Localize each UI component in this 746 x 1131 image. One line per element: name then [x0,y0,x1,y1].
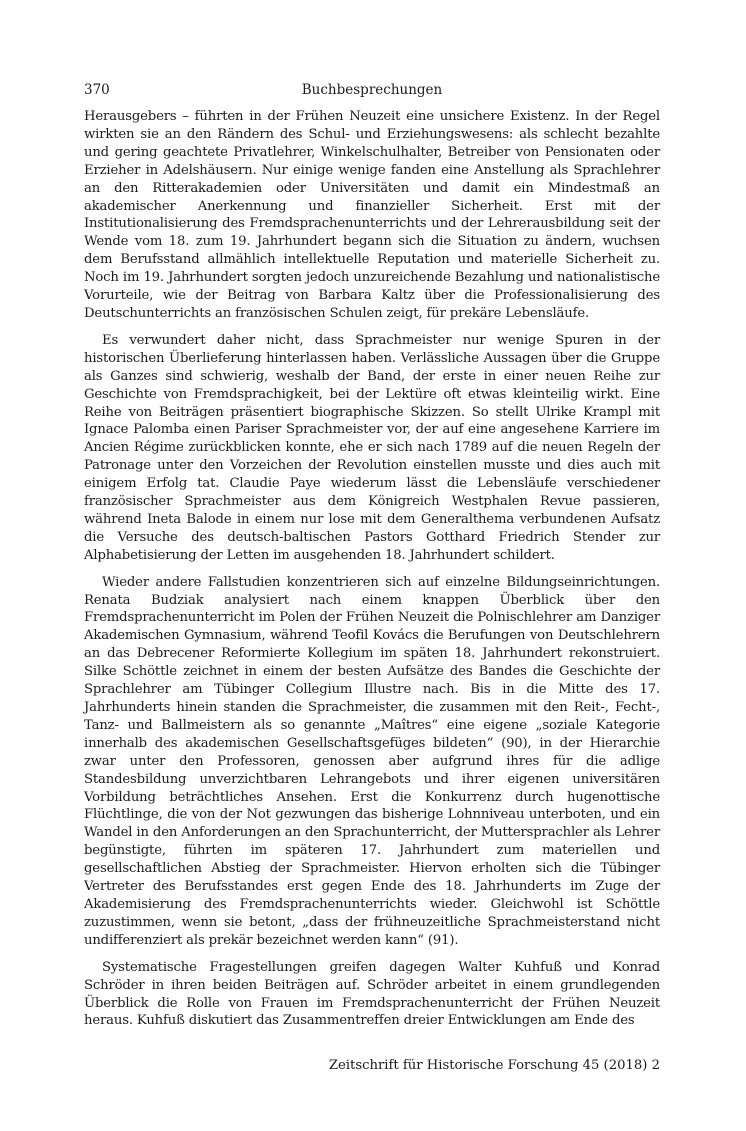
running-title: Buchbesprechungen [301,82,443,98]
page-number: 370 [84,82,110,98]
journal-footer: Zeitschrift für Historische Forschung 45 (2018) 2 [328,1058,660,1073]
article-body [84,108,660,1030]
paragraph-1: Herausgebers – führten in der Frühen Neuzeit eine unsichere Existenz. In der Regel wirkten sie an den Rändern des Schul- und Erziehungswesens: als schlecht bezahlte und gering geachtete Privatlehrer, Winkelschulhalter, Betreiber von Pensionaten oder Erzieher in Adelshäusern. Nur einige wenige fanden eine Anstellung als Sprachlehrer an den Ritterakademien oder Universitäten und damit ein Mindestmaß an akademischer Anerkennung und finanzieller Sicherheit. Erst mit der Institutionalisierung des Fremdsprachenunterrichts und der Lehrerausbildung seit der Wende vom 18. zum 19. Jahrhundert begann sich die Situation zu ändern, wuchsen dem Berufsstand allmählich intellektuelle Reputation und materielle Sicherheit zu. Noch im 19. Jahrhundert sorgten jedoch unzureichende Bezahlung und nationalistische Vorurteile, wie der Beitrag von Barbara Kaltz über die Professionalisierung des Deutschunterrichts an französischen Schulen zeigt, für prekäre Lebensläufe. [84,109,660,321]
page [84,80,660,1039]
paragraph-4: Systematische Fragestellungen greifen dagegen Walter Kuhfuß und Konrad Schröder in ihren beiden Beiträgen auf. Schröder arbeitet in einem grundlegenden Überblick die Rolle von Frauen im Fremdsprachenunterricht der Frühen Neuzeit heraus. Kuhfuß diskutiert das Zusammentreffen dreier Entwicklungen am Ende des [84,959,660,1029]
paragraph-3: Wieder andere Fallstudien konzentrieren sich auf einzelne Bildungseinrichtungen. Renata Budziak analysiert nach einem knappen Überblick über den Fremdsprachenunterricht im Polen der Frühen Neuzeit die Polnischlehrer am Danziger Akademischen Gymnasium, während Teofil Kovács die Berufungen von Deutschlehrern an das Debrecener Reformierte Kollegium im späten 18. Jahrhundert rekonstruiert. Silke Schöttle zeichnet in einem der besten Aufsätze des Bandes die Geschichte der Sprachlehrer am Tübinger Collegium Illustre nach. Bis in die Mitte des 17. Jahrhunderts hinein standen die Sprachmeister, die zusammen mit den Reit-, Fecht-, Tanz- und Ballmeistern als so genannte „Maîtres“ eine eigene „soziale Kategorie innerhalb des akademischen Gesellschaftsgefüges bildeten“ (90), in der Hierarchie zwar unter den Professoren, genossen aber aufgrund ihres für die adlige Standesbildung unverzichtbaren Lehrangebots und ihrer eigenen universitären Vorbildung beträchtliches Ansehen. Erst die Konkurrenz durch hugenottische Flüchtlinge, die von der Not gezwungen das bisherige Lohnniveau unterboten, und ein Wandel in den Anforderungen an den Sprachunterricht, der Muttersprachler als Lehrer begünstigte, führten im späteren 17. Jahrhundert zum materiellen und gesellschaftlichen Abstieg der Sprachmeister. Hiervon erholten sich die Tübinger Vertreter des Berufsstandes erst gegen Ende des 18. Jahrhunderts im Zuge der Akademisierung des Fremdsprachenunterrichts wieder. Gleichwohl ist Schöttle zuzustimmen, wenn sie betont, „dass der frühneuzeitliche Sprachmeisterstand nicht undifferenziert als prekär bezeichnet werden kann“ (91). [84,574,660,948]
page-header [84,80,660,100]
paragraph-2: Es verwundert daher nicht, dass Sprachmeister nur wenige Spuren in der historischen Überlieferung hinterlassen haben. Verlässliche Aussagen über die Gruppe als Ganzes sind schwierig, weshalb der Band, der erste in einer neuen Reihe zur Geschichte von Fremdsprachigkeit, bei der Lektüre oft etwas kleinteilig wirkt. Eine Reihe von Beiträgen präsentiert biographische Skizzen. So stellt Ulrike Krampl mit Ignace Palomba einen Pariser Sprachmeister vor, der auf eine angesehene Karriere im Ancien Régime zurückblicken konnte, ehe er sich nach 1789 auf die neuen Regeln der Patronage unter den Vorzeichen der Revolution einstellen musste und dies auch mit einigem Erfolg tat. Claudie Paye wiederum lässt die Lebensläufe verschiedener französischer Sprachmeister aus dem Königreich Westphalen Revue passieren, während Ineta Balode in einem nur lose mit dem Generalthema verbundenen Aufsatz die Versuche des deutsch-baltischen Pastors Gotthard Friedrich Stender zur Alphabetisierung der Letten im ausgehenden 18. Jahrhundert schildert. [84,332,660,563]
